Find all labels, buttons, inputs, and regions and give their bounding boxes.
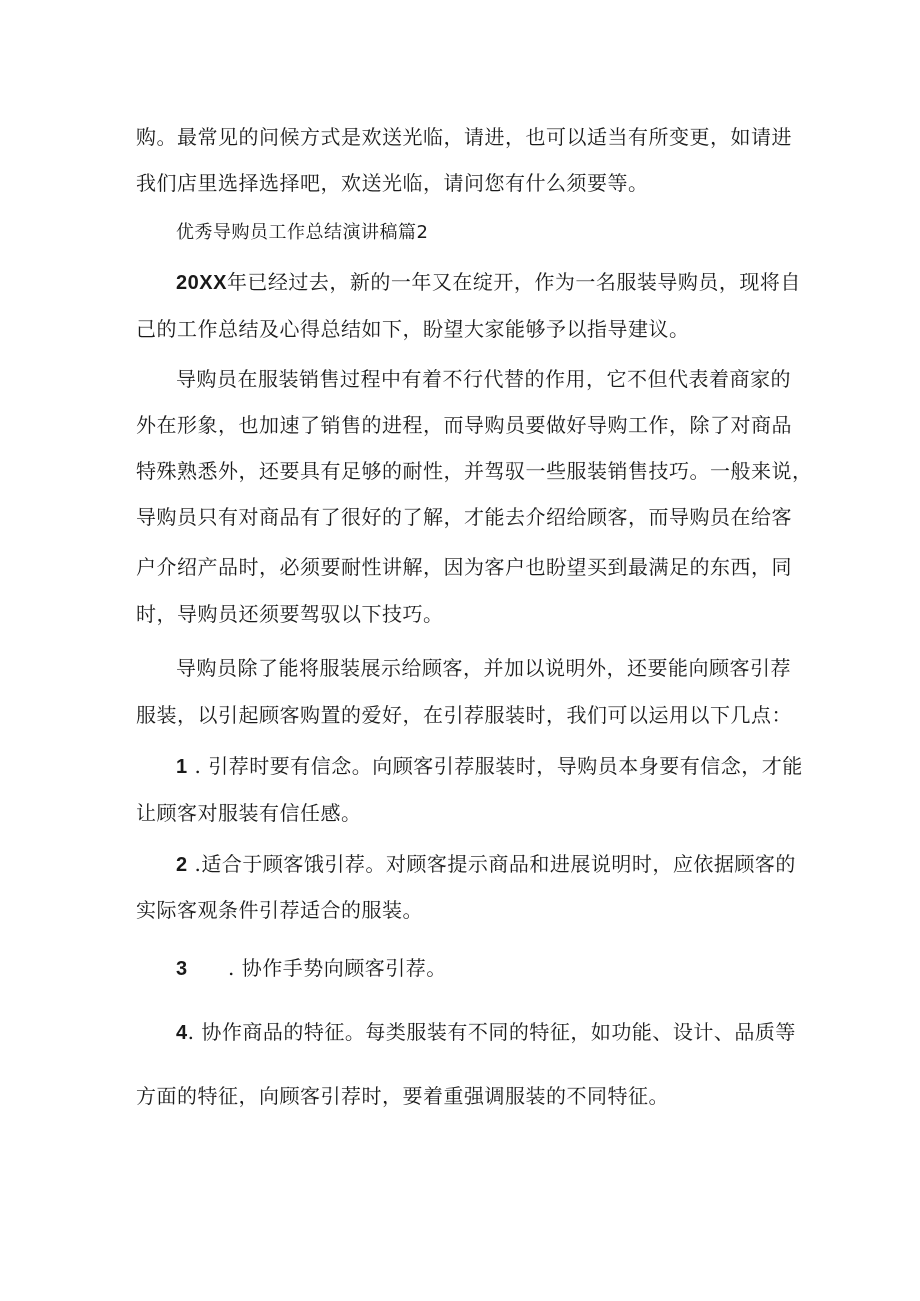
paragraph-line: 户介绍产品时，必须要耐性讲解，因为客户也盼望买到最满足的东西，同	[136, 555, 792, 579]
section-heading	[176, 219, 428, 247]
paragraph-line: 外在形象，也加速了销售的进程，而导购员要做好导购工作，除了对商品	[136, 413, 792, 437]
paragraph-line: 服装，以引起顾客购置的爱好，在引荐服装时，我们可以运用以下几点：	[136, 703, 792, 727]
list-item-text: . 协作手势向顾客引荐。	[228, 956, 447, 980]
list-item-3	[176, 954, 447, 983]
list-item-text: . 引荐时要有信念。向顾客引荐服装时，导购员本身要有信念，才能	[194, 754, 803, 778]
paragraph-line: 让顾客对服装有信任感。	[136, 801, 362, 825]
paragraph-line: 时，导购员还须要驾驭以下技巧。	[136, 602, 444, 626]
list-item-number: 4	[176, 1022, 188, 1044]
paragraph-line: 导购员在服装销售过程中有着不行代替的作用，它不但代表着商家的	[176, 367, 791, 391]
list-item-2	[176, 850, 796, 879]
list-item-text: .适合于顾客饿引荐。对顾客提示商品和进展说明时，应依据顾客的	[194, 852, 796, 876]
paragraph-line	[176, 268, 801, 297]
list-item-number: 1	[176, 756, 188, 778]
paragraph-line: 导购员只有对商品有了很好的了解，才能去介绍给顾客，而导购员在给客	[136, 505, 792, 529]
list-item-text: . 协作商品的特征。每类服装有不同的特征，如功能、设计、品质等	[187, 1020, 796, 1044]
paragraph-line: 我们店里选择选择吧，欢送光临，请问您有什么须要等。	[136, 171, 649, 195]
paragraph-line: 购。最常见的问候方式是欢送光临，请进，也可以适当有所变更，如请进	[136, 125, 792, 149]
paragraph-text: 年已经过去，新的一年又在绽开，作为一名服装导购员，现将自	[226, 270, 801, 294]
list-item-4	[176, 1018, 796, 1047]
list-item-1	[176, 752, 803, 781]
list-item-number: 2	[176, 854, 188, 876]
paragraph-line: 己的工作总结及心得总结如下，盼望大家能够予以指导建议。	[136, 317, 690, 341]
paragraph-line: 特殊熟悉外，还要具有足够的耐性，并驾驭一些服装销售技巧。一般来说，	[136, 459, 813, 483]
year-label: 20XX	[176, 272, 227, 294]
list-item-number: 3	[176, 958, 188, 980]
section-heading-text: 优秀导购员工作总结演讲稿篇2	[176, 222, 429, 243]
paragraph-line: 方面的特征，向顾客引荐时，要着重强调服装的不同特征。	[136, 1084, 669, 1108]
paragraph-line: 导购员除了能将服装展示给顾客，并加以说明外，还要能向顾客引荐	[176, 656, 791, 680]
paragraph-line: 实际客观条件引荐适合的服装。	[136, 898, 423, 922]
